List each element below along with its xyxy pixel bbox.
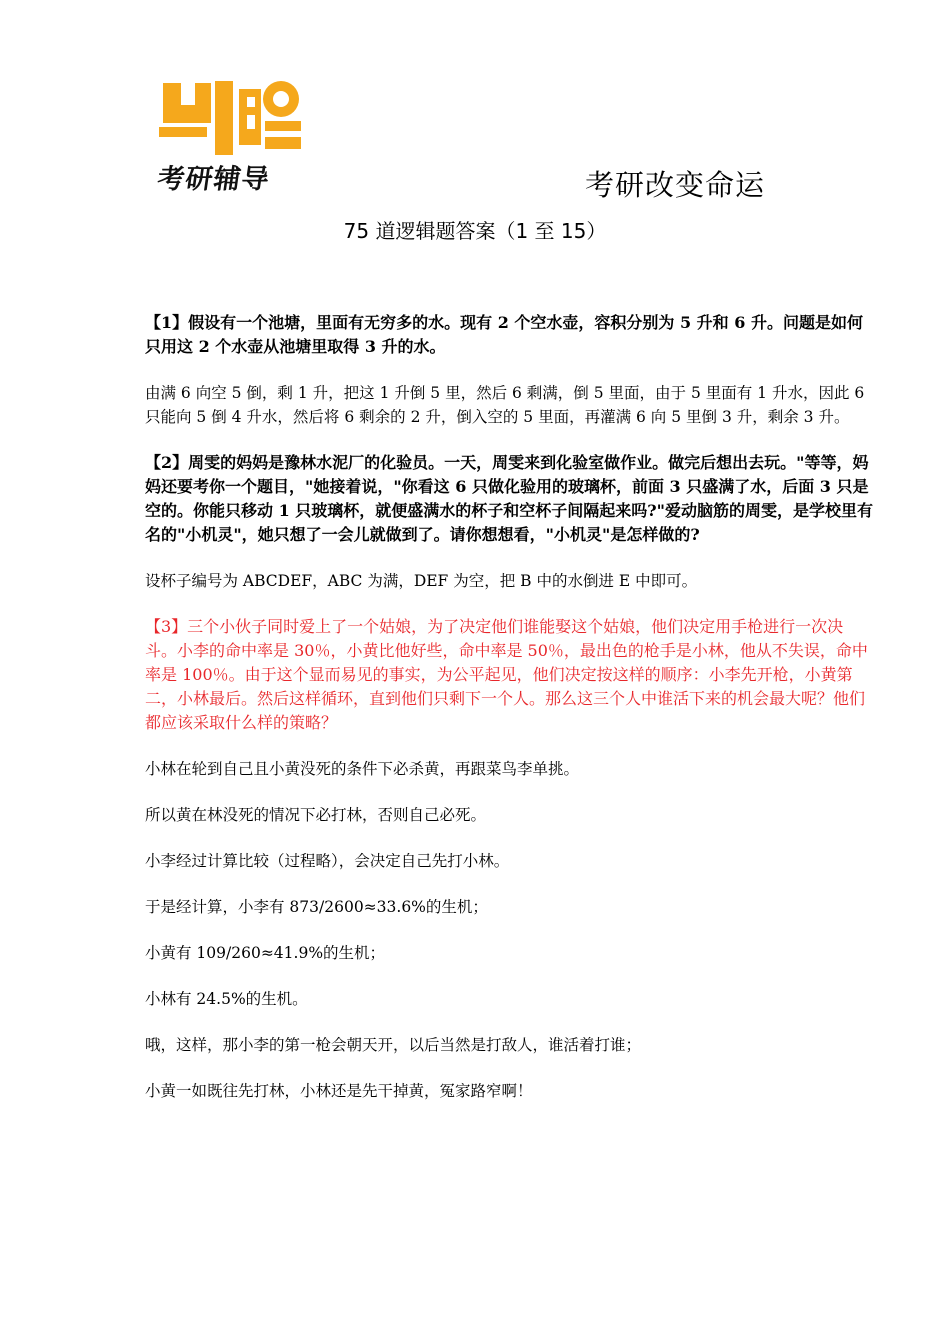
slogan: 考研改变命运 [585,168,766,202]
answer-3-line: 小林有 24.5%的生机。 [145,990,308,1008]
answer-3-line: 哦，这样，那小李的第一枪会朝天开，以后当然是打敌人，谁活着打谁； [145,1036,642,1054]
document-body [145,311,873,1125]
page-title: 75 道逻辑题答案（1 至 15） [343,219,607,243]
answer-3-line: 于是经计算，小李有 873/2600≈33.6%的生机； [145,898,488,916]
answer-3-line: 小李经过计算比较（过程略），会决定自己先打小林。 [145,852,510,870]
answer-1: 由满 6 向空 5 倒，剩 1 升，把这 1 升倒 5 里，然后 6 剩满，倒 5 里面，由于 5 里面有 1 升水，因此 6 只能向 5 倒 4 升水，然后将 6 剩余的 2 升，倒入空的 5 里面，再灌满 6 向 5 里倒 3 升，剩余 3 升。 [145,384,865,426]
question-3: 【3】三个小伙子同时爱上了一个姑娘，为了决定他们谁能娶这个姑娘，他们决定用手枪进行一次决斗。小李的命中率是 30％，小黄比他好些，命中率是 50％，最出色的枪手是小林，他从不失误，命中率是 100％。由于这个显而易见的事实，为公平起见，他们决定按这样的顺序：小李先开枪，小黄第二，小林最后。然后这样循环，直到他们只剩下一个人。那么这三个人中谁活下来的机会最大呢？他们都应该采取什么样的策略？ [145,617,868,732]
answer-3-line: 小黄有 109/260≈41.9%的生机； [145,944,386,962]
kaicheng-logo-icon [153,75,303,155]
question-2: 【2】周雯的妈妈是豫林水泥厂的化验员。一天，周雯来到化验室做作业。做完后想出去玩。"等等，妈妈还要考你一个题目，"她接着说，"你看这 6 只做化验用的玻璃杯，前面 3 只盛满了水，后面 3 只是空的。你能只移动 1 只玻璃杯，就便盛满水的杯子和空杯子间隔起来吗?"爱动脑筋的周雯，是学校里有名的"小机灵"，她只想了一会儿就做到了。请你想想看，"小机灵"是怎样做的? [145,453,873,544]
answer-3-line: 所以黄在林没死的情况下必打林，否则自己必死。 [145,806,487,824]
logo-subtitle: 考研辅导 [155,164,272,195]
answer-3-line: 小林在轮到自己且小黄没死的条件下必杀黄，再跟菜鸟李单挑。 [145,760,580,778]
brand-logo [150,75,310,195]
answer-3-line: 小黄一如既往先打林，小林还是先干掉黄，冤家路窄啊！ [145,1082,533,1100]
question-1: 【1】假设有一个池塘，里面有无穷多的水。现有 2 个空水壶，容积分别为 5 升和 6 升。问题是如何只用这 2 个水壶从池塘里取得 3 升的水。 [145,313,863,356]
answer-2: 设杯子编号为 ABCDEF，ABC 为满，DEF 为空，把 B 中的水倒进 E 中即可。 [145,572,698,590]
